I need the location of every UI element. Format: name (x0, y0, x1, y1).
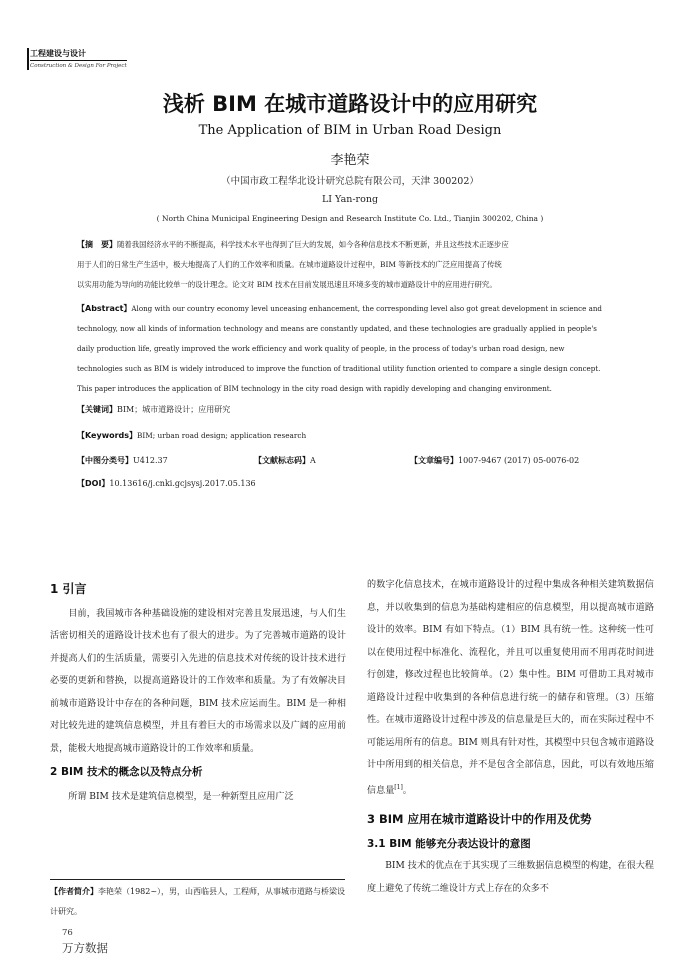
abstract-en-line: technology, now all kinds of information technology and means are constantly updated, and these technologies are gradually applied in people's (77, 324, 597, 333)
paragraph (367, 574, 654, 802)
abstract-cn-line: 随着我国经济水平的不断提高，科学技术水平也得到了巨大的发展，如今各种信息技术不断更新，并且这些技术正逐步应 (117, 240, 509, 249)
doi-tag: 【DOI】 (77, 479, 110, 488)
keywords-en-tag: 【Keywords】 (77, 431, 138, 440)
section-heading-bim-advantages: 3 BIM 应用在城市道路设计中的作用及优势 (367, 812, 592, 827)
doi-row (77, 478, 625, 489)
clc-tag: 【中图分类号】 (77, 456, 133, 465)
footnote-text: 李艳荣（1982~），男，山西临县人，工程师，从事城市道路与桥梁设计研究。 (50, 887, 346, 916)
journal-bar (27, 48, 29, 70)
abstract-en-line: daily production life, greatly improved the work efficiency and work quality of people, in the process of today's urban road design, new (77, 344, 565, 353)
paragraph: BIM 技术的优点在于其实现了三维数据信息模型的构建，在很大程度上避免了传统二维设计方式上存在的众多不 (367, 861, 654, 894)
footnote-divider (50, 879, 345, 880)
institution-en: ( North China Municipal Engineering Design and Research Institute Co. Ltd., Tianjin 300202, China ) (156, 214, 544, 223)
abstract-cn-line: 用于人们的日常生产生活中，极大地提高了人们的工作效率和质量。在城市道路设计过程中，BIM 等新技术的广泛应用提高了传统 (77, 260, 502, 269)
subsection-heading-design-intent: 3.1 BIM 能够充分表达设计的意图 (367, 837, 531, 850)
section-heading-intro: 1 引言 (50, 582, 87, 596)
keywords-en-text: BIM; urban road design; application research (137, 431, 307, 440)
paragraph-text: 的数字化信息技术，在城市道路设计的过程中集成各种相关建筑数据信息，并以收集到的信息为基础构建相应的信息模型，用以提高城市道路设计的效率。BIM 有如下特点。（1）BIM 具有统一性。这种统一性可以在使用过程中标准化、流程化，并且可以重复使用而不用再花时间进行创建，修改过程也比较简单。（2）集中性。BIM 可借助工具对城市道路设计过程中收集到的各种信息进行统一的储存和管理。（3）压缩性。在城市道路设计过程中涉及的信息量是巨大的，而在实际过程中不可能运用所有的信息。BIM 则具有针对性，其模型中只包含城市道路设计中所用到的相关信息，并不是包含全部信息，因此，可以有效地压缩信息量 (367, 580, 654, 796)
paper-title-en: The Application of BIM in Urban Road Design (198, 123, 502, 138)
author-footnote (50, 882, 350, 922)
author-en: LI Yan-rong (321, 194, 379, 205)
reference-mark: [1] (394, 783, 403, 791)
doc-code-row (254, 455, 394, 466)
abstract-en (77, 299, 625, 399)
doc-code-tag: 【文献标志码】 (254, 456, 310, 465)
paragraph: 所谓 BIM 技术是建筑信息模型，是一种新型且应用广泛 (68, 791, 294, 802)
watermark: 万方数据 (62, 941, 108, 955)
right-column (367, 574, 654, 900)
journal-name-cn: 工程建设与设计 (30, 49, 86, 58)
journal-name-en: Construction & Design For Project (30, 60, 127, 71)
journal-header (30, 48, 127, 71)
doi-value: 10.13616/j.cnki.gcjsysj.2017.05.136 (109, 479, 256, 488)
left-column (50, 578, 346, 808)
paragraph: 目前，我国城市各种基础设施的建设相对完善且发展迅速，与人们生活密切相关的道路设计技术也有了很大的进步。为了完善城市道路的设计并提高人们的生活质量，需要引入先进的信息技术对传统的设计技术进行必要的更新和替换，以提高道路设计的工作效率和质量。为了有效解决目前城市道路设计中存在的各种问题，BIM 技术应运而生。BIM 是一种相对比较先进的建筑信息模型，并且有着巨大的市场需求以及广阔的应用前景，能极大地提高城市道路设计的工作效率和质量。 (50, 608, 346, 754)
doc-code-value: A (310, 456, 316, 465)
abstract-en-line: This paper introduces the application of BIM technology in the city road design with rapidly developing and changing environment. (77, 384, 552, 393)
page-number: 76 (62, 928, 73, 938)
section-heading-bim-concept: 2 BIM 技术的概念以及特点分析 (50, 766, 203, 778)
institution-cn: （中国市政工程华北设计研究总院有限公司，天津 300202） (221, 176, 479, 187)
abstract-cn-line: 以实用功能为导向的功能比较单一的设计理念。论文对 BIM 技术在目前发展迅速且环境多变的城市道路设计中的应用进行研究。 (77, 280, 497, 289)
paper-title-cn: 浅析 BIM 在城市道路设计中的应用研究 (162, 92, 538, 116)
keywords-cn-tag: 【关键词】 (77, 405, 117, 414)
footnote-tag: 【作者简介】 (50, 887, 98, 896)
clc-value: U412.37 (133, 456, 168, 465)
author-cn: 李艳荣 (330, 153, 370, 168)
article-number-tag: 【文章编号】 (410, 456, 458, 465)
abstract-en-line: Along with our country economy level unceasing enhancement, the corresponding level also got great development in science and (131, 304, 602, 313)
abstract-cn (77, 235, 625, 295)
paragraph-end: 。 (402, 785, 412, 796)
keywords-cn (77, 404, 625, 415)
abstract-en-tag: 【Abstract】 (77, 304, 132, 313)
keywords-cn-text: BIM；城市道路设计；应用研究 (117, 405, 231, 414)
abstract-en-line: technologies such as BIM is widely introduced to improve the function of traditional utility function oriented to compare a single design concept. (77, 364, 601, 373)
article-number-value: 1007-9467 (2017) 05-0076-02 (458, 456, 580, 465)
keywords-en (77, 430, 625, 441)
abstract-cn-tag: 【摘 要】 (77, 240, 117, 249)
article-number-row (410, 455, 640, 466)
